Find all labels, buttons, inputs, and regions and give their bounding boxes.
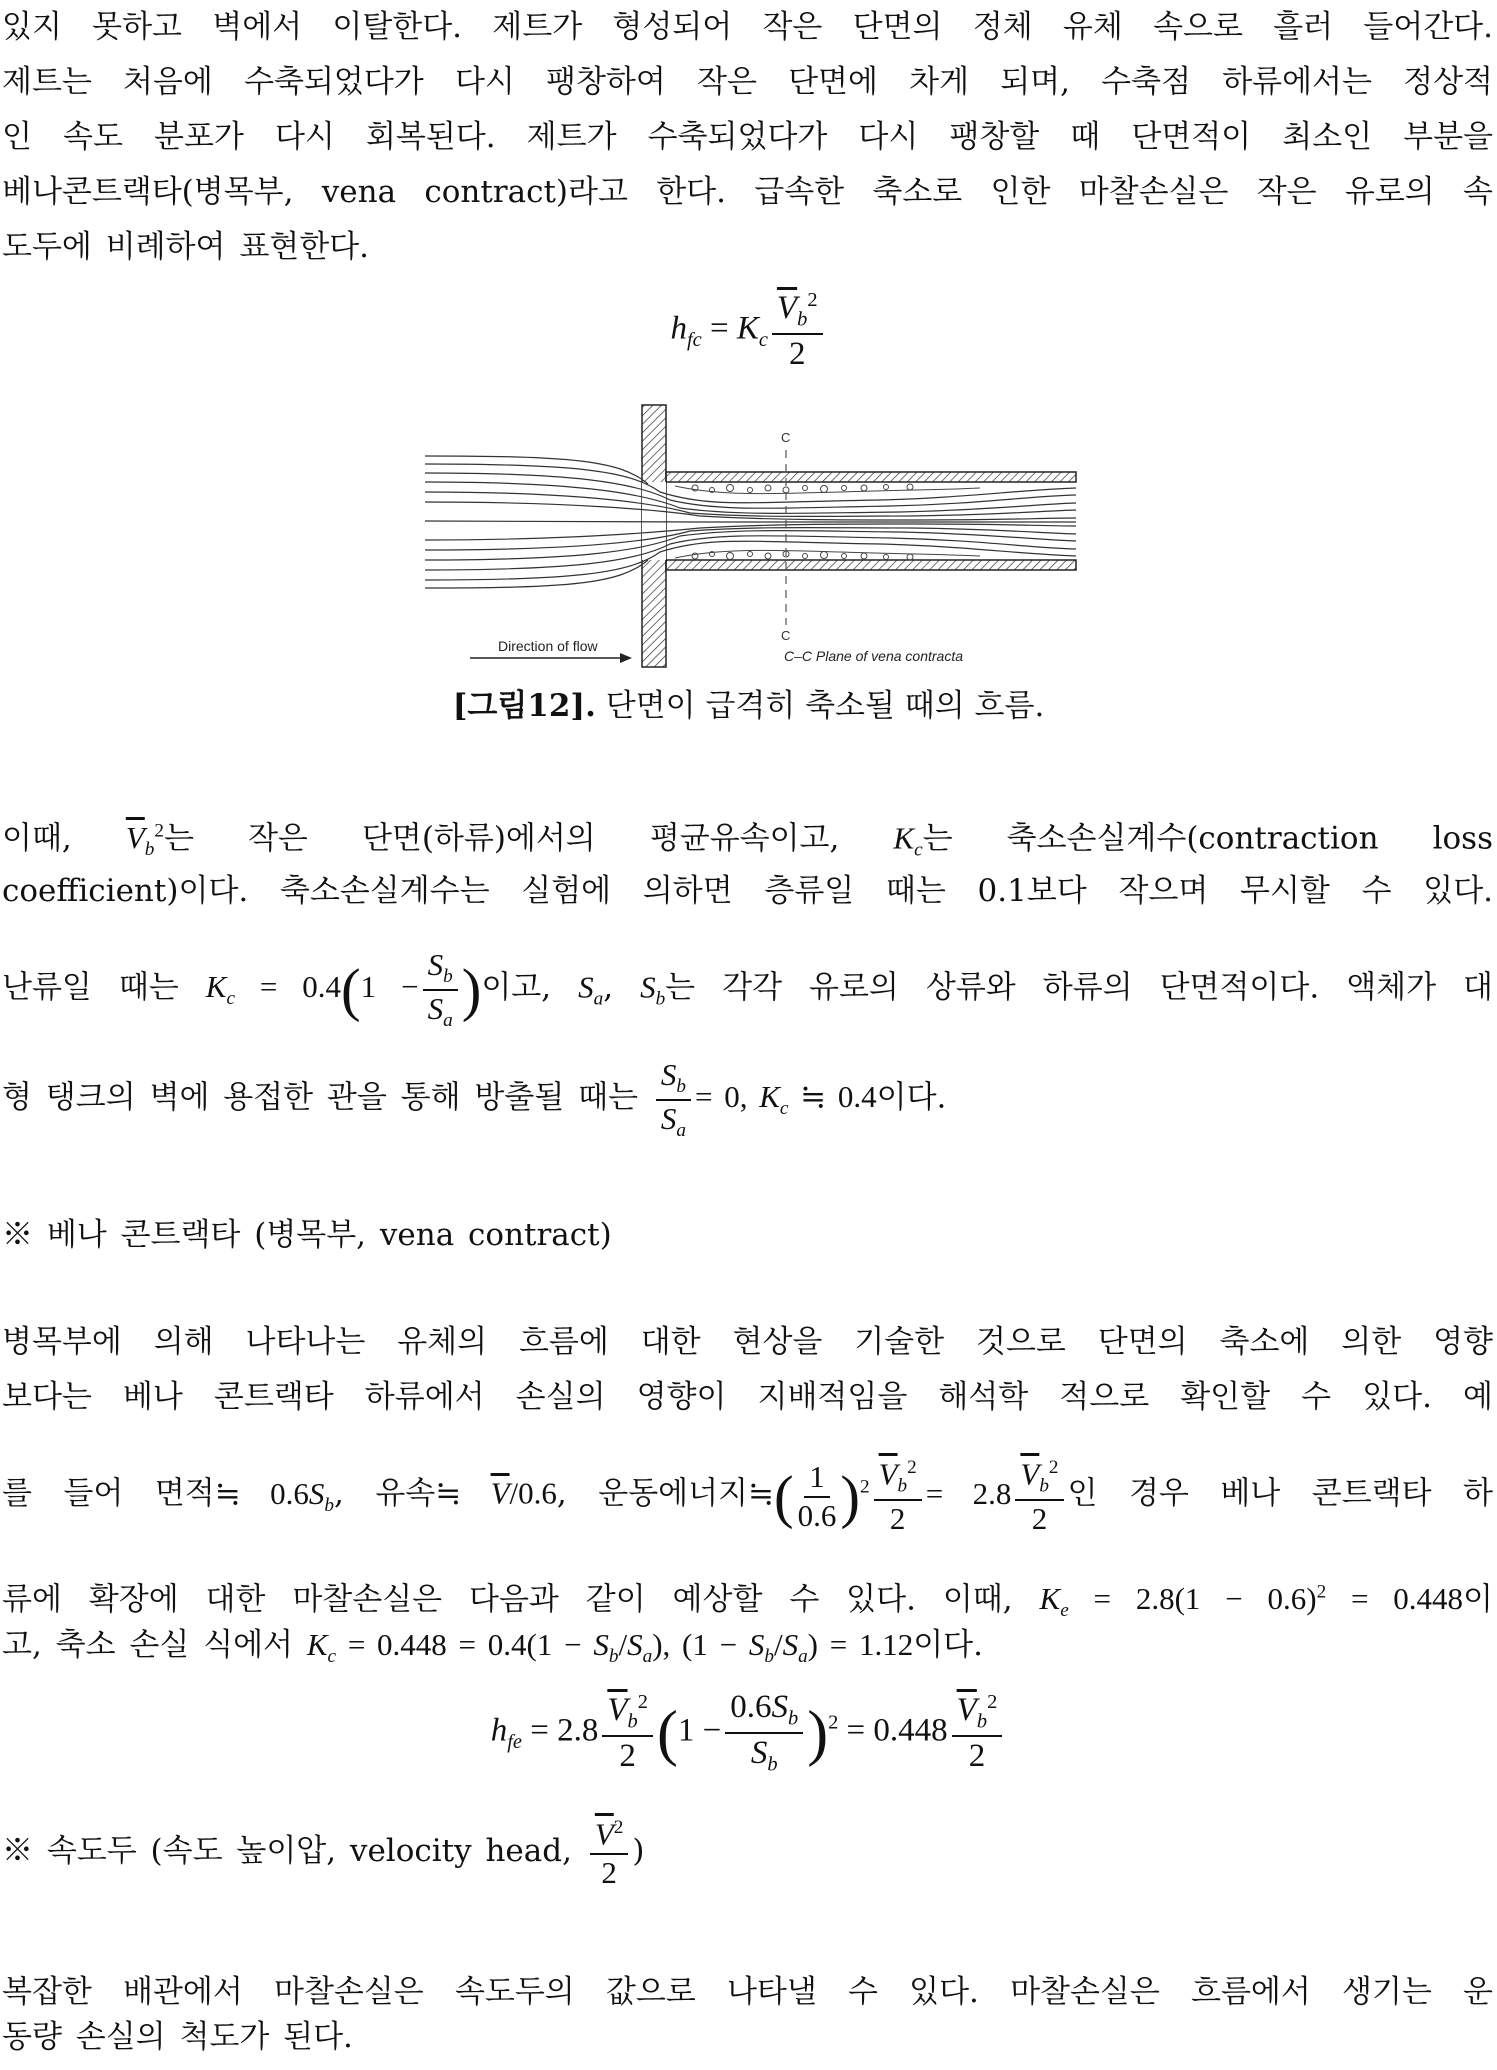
text-run: 이다. [913,1627,983,1663]
text-run: 이때, [2,820,126,857]
text-run: 이고, [481,969,579,1006]
text-line: 인 속도 분포가 다시 회복된다. 제트가 수축되었다가 다시 팽창할 때 단면적이 최소인 부분을 [2,119,1493,155]
text-run: 는 작은 단면(하류)에서의 평균유속이고, [163,820,894,857]
text-run: ) [632,1832,645,1869]
cc-label-top: C [781,430,791,445]
note-vena-contracta [2,1208,1493,1263]
text-run: 는 축소손실계수(contraction loss [922,820,1493,857]
paragraph-vena-contracta-line5: 고, 축소 손실 식에서 $K_c = 0.448 = 0.4(1 - S_b/S_a)$, $(1 - S_b/S_a) = 1.12$이다. [2,1627,983,1668]
text-line: ※ 베나 콘트랙타 (병목부, vena contract) [2,1217,612,1253]
paragraph-intro-end [2,220,1493,275]
text-run: 인 경우 베나 콘트랙타 하 [1067,1475,1493,1512]
equation-hfc: $h_{fc} = K_c$ $\frac{\overline{V}_b^2}{2}$ [0,290,1497,372]
figure-caption [0,686,1497,726]
paragraph-vena-contracta-line3: 를 들어 면적≒ $0.6S_b$, 유속≒ $\overline{V}/0.6$, 운동에너지≒( $\frac{1}{0.6}$ )$^2$ $\frac{\overline{V}_b^2}{2}$ = 2.8 $\frac{\overline{V}_b^2}{2}$ 인 경우 베나 콘트랙타 하 [2,1456,1493,1536]
pipe-walls [642,472,1076,570]
paragraph-contraction-line4 [2,1057,1493,1142]
text-run: 난류일 때는 [2,969,206,1006]
text-run: 를 들어 면적 [2,1475,215,1512]
text-run: 이다. [876,1079,947,1116]
text-run: 고, 축소 손실 식에서 [2,1627,307,1663]
equation-hfe: $h_{fe} = 2.8$ $\frac{\overline{V}_b^2}{2}$ (1 − $\frac{0.6S_b}{S_b}$ )$^2$ = 0.448 $\frac{\overline{V}_b^2}{2}$ [0,1690,1497,1776]
vena-contracta-figure [420,400,1080,670]
paragraph-contraction-line2 [2,864,1493,919]
paragraph-contraction-line3: 난류일 때는 $K_c = 0.4(1$ − $\frac{S_b}{S_a}$ )이고, $S_a$, $S_b$는 각각 유로의 상류와 하류의 단면적이다. 액체가 대 [2,947,1493,1032]
figure-caption-tag: [그림12]. [452,688,596,724]
text-run: 류에 확장에 대한 마찰손실은 다음과 같이 예상할 수 있다. 이때, [2,1581,1040,1618]
paragraph-vena-contracta-line4: 류에 확장에 대한 마찰손실은 다음과 같이 예상할 수 있다. 이때, $K_e = 2.8(1 - 0.6)^2 = 0.448$이 [2,1581,1493,1622]
text-line: 있지 못하고 벽에서 이탈한다. 제트가 형성되어 작은 단면의 정체 유체 속으로 흘러 들어간다. [2,9,1493,45]
text-run: ※ 속도두 (속도 높이압, velocity head, [2,1832,586,1869]
plane-of-vena-contracta-label: C–C Plane of vena contracta [784,648,963,664]
text-run: , 운동에너지 [556,1475,748,1512]
text-line: 베나콘트랙타(병목부, vena contract)라고 한다. 급속한 축소로 인한 마찰손실은 작은 유로의 속 [2,174,1493,210]
formula-kc-turbulent: $K_c = 0.4(1$ − $\frac{S_b}{S_a}$ ) [205,947,482,1032]
text-run: 이 [1463,1581,1493,1618]
direction-of-flow-label: Direction of flow [498,638,598,654]
text-line: 도두에 비례하여 표현한다. [2,229,369,265]
cc-label-bottom: C [781,628,791,643]
text-line: 제트는 처음에 수축되었다가 다시 팽창하여 작은 단면에 차게 되며, 수축점 하류에서는 정상적 [2,64,1493,100]
text-line: 보다는 베나 콘트랙타 하류에서 손실의 영향이 지배적임을 해석학 적으로 확인할 수 있다. 예 [2,1379,1493,1415]
text-run: 형 탱크의 벽에 용접한 관을 통해 방출될 때는 [2,1079,652,1116]
note-velocity-head: ※ 속도두 (속도 높이압, velocity head, $\frac{\overline{V}^2}{2}$ ) [2,1816,645,1890]
text-run: , 유속 [333,1475,436,1512]
paragraph-friction-loss-end [2,2010,1493,2065]
text-line: 동량 손실의 척도가 된다. [2,2019,353,2055]
text-line: coefficient)이다. 축소손실계수는 실험에 의하면 층류일 때는 0.1보다 작으며 무시할 수 있다. [2,873,1493,909]
paragraph-contraction-line1: 이때, $\overline{V}_b^2$는 작은 단면(하류)에서의 평균유속이고, $K_c$는 축소손실계수(contraction loss [2,820,1493,861]
text-run: 는 각각 유로의 상류와 하류의 단면적이다. 액체가 대 [665,969,1493,1006]
figure-caption-text: 단면이 급격히 축소될 때의 흐름. [595,688,1045,724]
paragraph-vena-contracta [2,1315,1493,1425]
text-line: 병목부에 의해 나타나는 유체의 흐름에 대한 현상을 기술한 것으로 단면의 축소에 의한 영향 [2,1324,1493,1360]
paragraph-intro [2,0,1493,220]
flow-arrow [470,638,632,663]
formula-tank-outlet: $\frac{S_b}{S_a}$ = 0, $K_c$ ≒ 0.4 [652,1079,877,1114]
text-line: 복잡한 배관에서 마찰손실은 속도두의 값으로 나타낼 수 있다. 마찰손실은 흐름에서 생기는 운 [2,1974,1493,2010]
formula-kinetic-energy: ≒( $\frac{1}{0.6}$ )$^2$ $\frac{\overline{V}_b^2}{2}$ = 2.8 $\frac{\overline{V}_b^2}{2}$ [748,1476,1068,1511]
